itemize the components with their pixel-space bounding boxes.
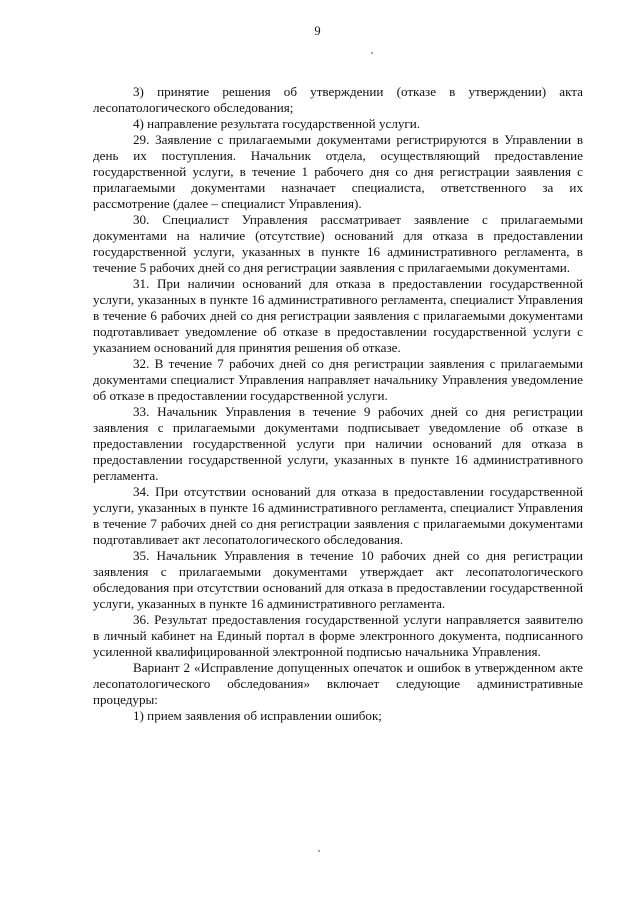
paragraph-variant-2: Вариант 2 «Исправление допущенных опечаток и ошибок в утвержденном акте лесопатологического обследования» включает следующие административные процедуры:: [93, 660, 583, 707]
paragraph-35: 35. Начальник Управления в течение 10 рабочих дней со дня регистрации заявления с прилагаемыми документами утверждает акт лесопатологического обследования при отсутствии оснований для отказа в предоставлении государственной услуги, указанных в пункте 16 административного регламента.: [93, 548, 583, 611]
paragraph-32: 32. В течение 7 рабочих дней со дня регистрации заявления с прилагаемыми документами специалист Управления направляет начальнику Управления уведомление об отказе в предоставлении государственной услуги.: [93, 356, 583, 403]
body-text: [93, 84, 583, 724]
scan-speck: [318, 850, 320, 852]
paragraph-item-4: 4) направление результата государственной услуги.: [133, 116, 421, 131]
paragraph-30: 30. Специалист Управления рассматривает заявление с прилагаемыми документами на наличие (отсутствие) оснований для отказа в предоставлении государственной услуги, указанных в пункте 16 административного регламента, в течение 5 рабочих дней со дня регистрации заявления с прилагаемыми документами.: [93, 212, 583, 275]
paragraph-36: 36. Результат предоставления государственной услуги направляется заявителю в личный кабинет на Единый портал в форме электронного документа, подписанного усиленной квалифицированной электронной подписью начальника Управления.: [93, 612, 583, 659]
paragraph-item-3: 3) принятие решения об утверждении (отказе в утверждении) акта лесопатологического обследования;: [93, 84, 583, 115]
paragraph-variant-2-item-1: 1) прием заявления об исправлении ошибок;: [133, 708, 382, 723]
paragraph-29: 29. Заявление с прилагаемыми документами регистрируются в Управлении в день их поступления. Начальник отдела, осуществляющий предоставление государственной услуги, в течение 1 рабочего дня со дня регистрации заявления с прилагаемыми документами назначает специалиста, ответственного за их рассмотрение (далее – специалист Управления).: [93, 132, 583, 211]
paragraph-33: 33. Начальник Управления в течение 9 рабочих дней со дня регистрации заявления с прилагаемыми документами подписывает уведомление об отказе в предоставлении государственной услуги при наличии оснований для отказа в предоставлении государственной услуги, указанных в пункте 16 административного регламента.: [93, 404, 583, 483]
paragraph-31: 31. При наличии оснований для отказа в предоставлении государственной услуги, указанных в пункте 16 административного регламента, специалист Управления в течение 6 рабочих дней со дня регистрации заявления с прилагаемыми документами подготавливает уведомление об отказе в предоставлении государственной услуги с указанием оснований для принятия решения об отказе.: [93, 276, 583, 355]
scan-speck: [371, 52, 373, 54]
page-number: 9: [314, 24, 321, 38]
paragraph-34: 34. При отсутствии оснований для отказа в предоставлении государственной услуги, указанных в пункте 16 административного регламента, специалист Управления в течение 7 рабочих дней со дня регистрации заявления с прилагаемыми документами подготавливает акт лесопатологического обследования.: [93, 484, 583, 547]
